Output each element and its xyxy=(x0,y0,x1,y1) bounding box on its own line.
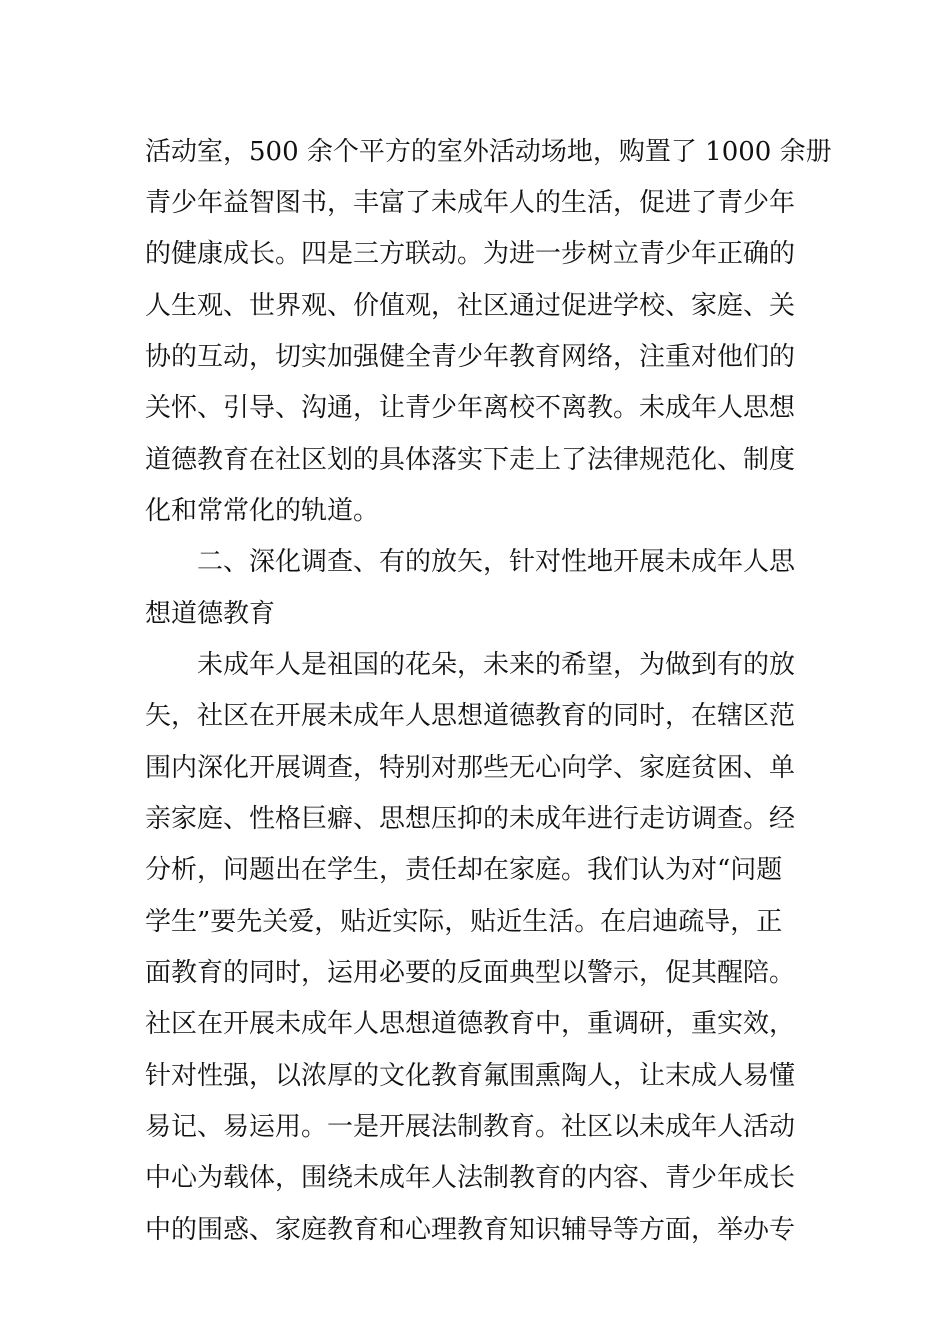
text-line: 中心为载体，围绕未成年人法制教育的内容、青少年成长 xyxy=(145,1163,796,1193)
text-line: 围内深化开展调查，特别对那些无心向学、家庭贫困、单 xyxy=(145,753,796,783)
text-line: 活动室，500 余个平方的室外活动场地，购置了 1000 余册 xyxy=(145,137,832,167)
text-line: 面教育的同时，运用必要的反面典型以警示，促其醒陪。 xyxy=(145,958,796,988)
text-line: 青少年益智图书，丰富了未成年人的生活，促进了青少年 xyxy=(145,188,796,218)
text-line: 人生观、世界观、价值观，社区通过促进学校、家庭、关 xyxy=(145,291,796,321)
text-line: 分析，问题出在学生，责任却在家庭。我们认为对“问题 xyxy=(145,855,783,885)
text-line: 矢，社区在开展未成年人思想道德教育的同时，在辖区范 xyxy=(145,701,796,731)
text-line: 的健康成长。四是三方联动。为进一步树立青少年正确的 xyxy=(145,239,796,269)
text-line: 学生”要先关爱，贴近实际，贴近生活。在启迪疏导，正 xyxy=(145,907,783,937)
text-line: 社区在开展未成年人思想道德教育中，重调研，重实效， xyxy=(145,1009,796,1039)
text-line: 未成年人是祖国的花朵，未来的希望，为做到有的放 xyxy=(197,650,796,680)
text-line: 协的互动，切实加强健全青少年教育网络，注重对他们的 xyxy=(145,342,796,372)
section-heading-line: 想道德教育 xyxy=(145,599,276,629)
text-line: 针对性强，以浓厚的文化教育氟围熏陶人，让末成人易懂 xyxy=(145,1061,796,1091)
text-line: 化和常常化的轨道。 xyxy=(145,496,380,526)
text-line: 亲家庭、性格巨癖、思想压抑的未成年进行走访调查。经 xyxy=(145,804,796,834)
text-line: 道德教育在社区划的具体落实下走上了法律规范化、制度 xyxy=(145,445,796,475)
text-line: 中的围惑、家庭教育和心理教育知识辅导等方面，举办专 xyxy=(145,1215,796,1245)
text-line: 易记、易运用。一是开展法制教育。社区以未成年人活动 xyxy=(145,1112,796,1142)
text-line: 关怀、引导、沟通，让青少年离校不离教。未成年人思想 xyxy=(145,393,796,423)
section-heading-line: 二、深化调查、有的放矢，针对性地开展未成年人思 xyxy=(197,547,796,577)
